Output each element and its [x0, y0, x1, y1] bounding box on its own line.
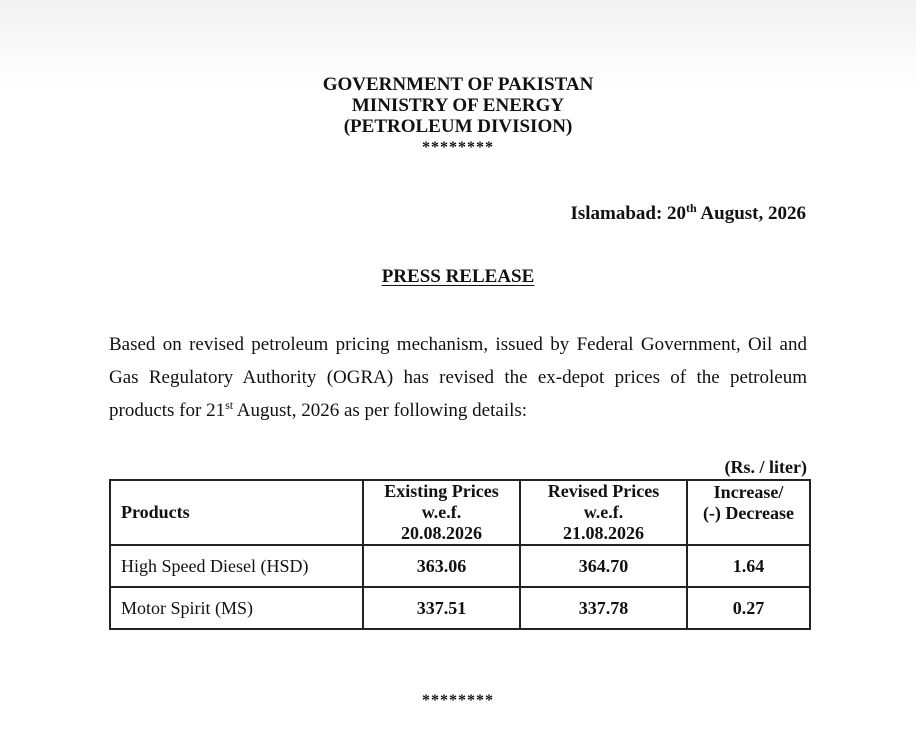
letterhead-government: GOVERNMENT OF PAKISTAN [322, 74, 594, 95]
revised-price-ms: 337.78 [520, 587, 687, 629]
footer-separator: ******** [422, 692, 494, 709]
letterhead-ministry: MINISTRY OF ENERGY [351, 95, 565, 116]
table-row [110, 545, 810, 587]
product-name-ms: Motor Spirit (MS) [110, 587, 363, 629]
body-text-part2: August, 2026 as per following details: [233, 400, 528, 421]
product-name-hsd: High Speed Diesel (HSD) [110, 545, 363, 587]
letterhead-division: (PETROLEUM DIVISION) [343, 116, 573, 137]
existing-price-hsd: 363.06 [363, 545, 520, 587]
header-products: Products [110, 480, 363, 545]
header-revised-prices [520, 480, 687, 545]
existing-price-ms: 337.51 [363, 587, 520, 629]
body-paragraph [109, 328, 807, 427]
header-change-line2: (-) Decrease [702, 503, 795, 523]
letterhead-separator: ******** [422, 139, 494, 156]
header-revised-line2: w.e.f. [583, 502, 624, 522]
change-ms: 0.27 [687, 587, 810, 629]
prices-table [109, 479, 811, 630]
header-change [687, 480, 810, 545]
revised-price-hsd: 364.70 [520, 545, 687, 587]
dateline-prefix: Islamabad: 20 [570, 203, 687, 224]
body-ordinal: st [225, 398, 234, 412]
header-change-line1: Increase/ [713, 482, 784, 502]
header-existing-prices [363, 480, 520, 545]
dateline-ordinal: th [686, 201, 697, 215]
dateline-suffix: August, 2026 [696, 203, 806, 224]
press-release-title-text: PRESS RELEASE [381, 266, 535, 287]
body-text-part1: Based on revised petroleum pricing mechanism, issued by Federal Government, Oil and Gas Regulatory Authority (OGRA) has revised the ex-depot prices of the petroleum products for 21 [109, 334, 807, 421]
press-release-title [0, 266, 916, 288]
header-existing-line3: 20.08.2026 [401, 523, 482, 543]
dateline [570, 203, 806, 225]
letterhead [0, 74, 916, 155]
units-label: (Rs. / liter) [724, 457, 807, 477]
header-existing-line2: w.e.f. [421, 502, 462, 522]
header-revised-line1: Revised Prices [547, 481, 660, 501]
change-hsd: 1.64 [687, 545, 810, 587]
table-row [110, 587, 810, 629]
table-header-row [110, 480, 810, 545]
header-existing-line1: Existing Prices [384, 481, 499, 501]
header-revised-line3: 21.08.2026 [563, 523, 644, 543]
